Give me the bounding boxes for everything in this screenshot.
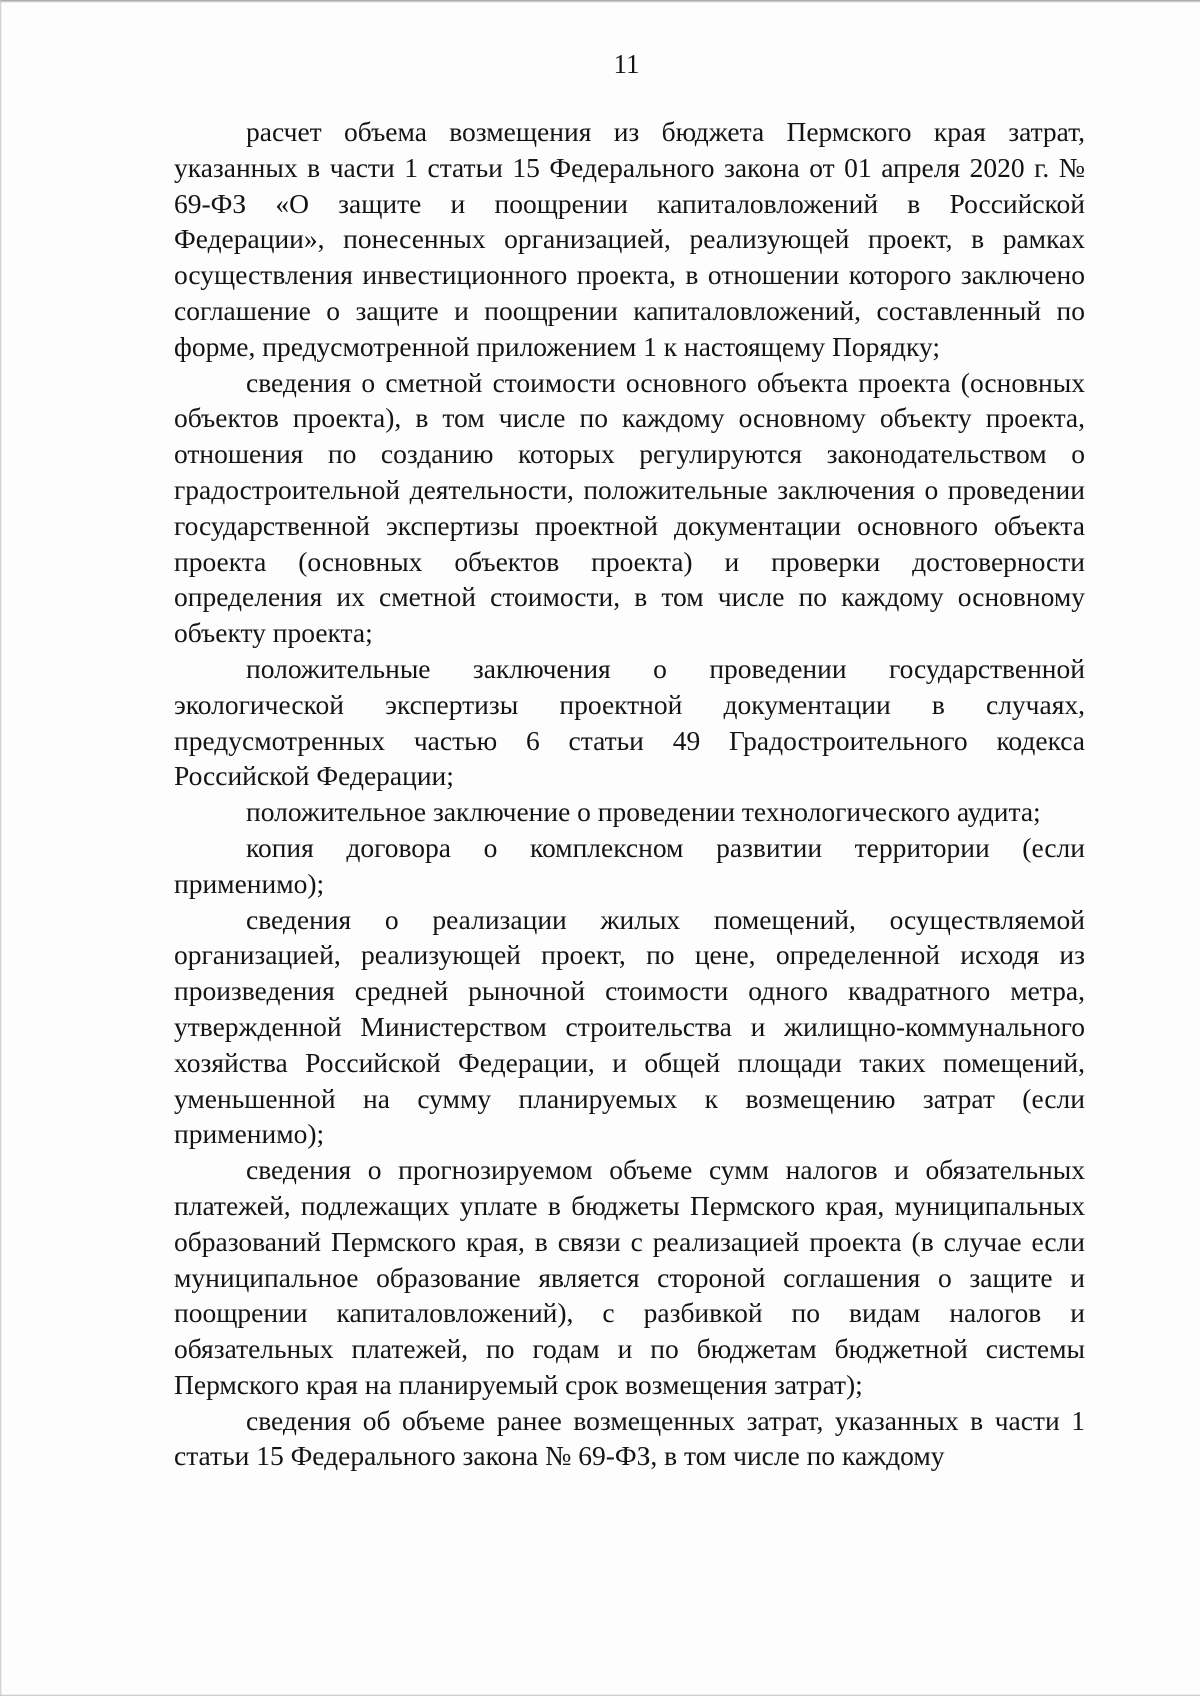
- document-body: [174, 114, 1085, 1474]
- paragraph-tax-forecast: сведения о прогнозируемом объеме сумм налогов и обязательных платежей, подлежащих уплате в бюджеты Пермского края, муниципальных образований Пермского края, в связи с реализацией проекта (в случае если муниципальное образование является стороной соглашения о защите и поощрении капиталовложений), с разбивкой по видам налогов и обязательных платежей, по годам и по бюджетам бюджетной системы Пермского края на планируемый срок возмещения затрат);: [174, 1154, 1085, 1400]
- paragraph-previous-reimbursement: сведения об объеме ранее возмещенных затрат, указанных в части 1 статьи 15 Федерального закона № 69-ФЗ, в том числе по каждому: [174, 1404, 1085, 1472]
- scan-edge-top: [0, 0, 1200, 3]
- paragraph-housing-sales: сведения о реализации жилых помещений, осуществляемой организацией, реализующей проект, по цене, определенной исходя из произведения средней рыночной стоимости одного квадратного метра, утвержденной Министерством строительства и жилищно-коммунального хозяйства Российской Федерации, и общей площади таких помещений, уменьшенной на сумму планируемых к возмещению затрат (если применимо);: [174, 903, 1085, 1150]
- paragraph-technological-audit: положительное заключение о проведении технологического аудита;: [246, 796, 1041, 828]
- paragraph-ecological-expertise: положительные заключения о проведении государственной экологической экспертизы проектной документации в случаях, предусмотренных частью 6 статьи 49 Градостроительного кодекса Российской Федерации;: [174, 652, 1085, 792]
- paragraph-budget-calculation: расчет объема возмещения из бюджета Пермского края затрат, указанных в части 1 статьи 15 Федерального закона от 01 апреля 2020 г. № 69-ФЗ «О защите и поощрении капиталовложений в Российской Федерации», понесенных организацией, реализующей проект, в рамках осуществления инвестиционного проекта, в отношении которого заключено соглашение о защите и поощрении капиталовложений, составленный по форме, предусмотренной приложением 1 к настоящему Порядку;: [174, 116, 1085, 362]
- paragraph-estimated-cost: сведения о сметной стоимости основного объекта проекта (основных объектов проекта), в том числе по каждому основному объекту проекта, отношения по созданию которых регулируются законодательством о градостроительной деятельности, положительные заключения о проведении государственной экспертизы проектной документации основного объекта проекта (основных объектов проекта) и проверки достоверности определения их сметной стоимости, в том числе по каждому основному объекту проекта;: [174, 366, 1085, 649]
- page-number: 11: [613, 49, 640, 79]
- paragraph-territory-development-contract: копия договора о комплексном развитии территории (если применимо);: [174, 831, 1085, 899]
- scan-edge-left: [0, 0, 2, 1696]
